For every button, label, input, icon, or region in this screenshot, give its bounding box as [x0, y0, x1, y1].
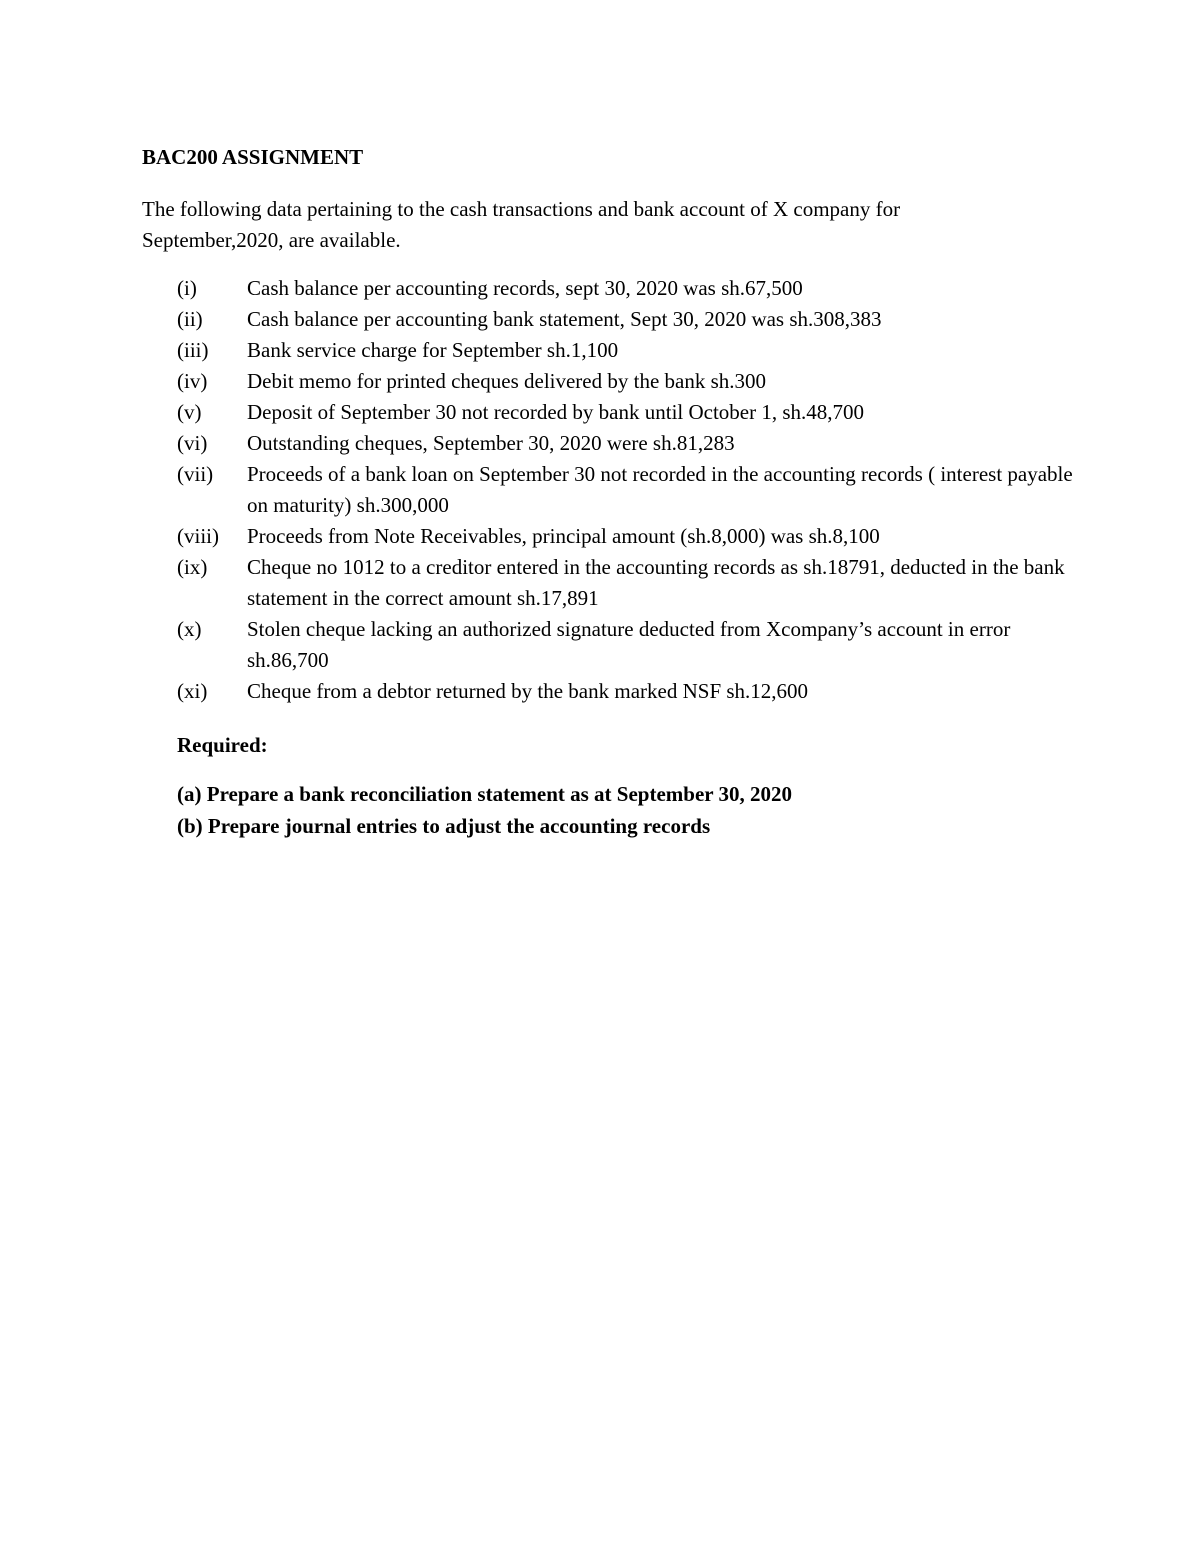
list-item: [177, 521, 1077, 552]
required-heading: Required:: [177, 733, 268, 757]
list-item: [177, 552, 1077, 614]
item-text: Bank service charge for September sh.1,100: [247, 338, 619, 362]
list-item: [177, 397, 1077, 428]
item-number: (x): [177, 617, 202, 641]
item-number: (v): [177, 400, 202, 424]
document-title: BAC200 ASSIGNMENT: [142, 145, 364, 169]
item-number: (iv): [177, 369, 208, 393]
item-text: Outstanding cheques, September 30, 2020 were sh.81,283: [247, 431, 735, 455]
item-number: (xi): [177, 679, 208, 703]
item-text: Proceeds from Note Receivables, principal amount (sh.8,000) was sh.8,100: [247, 524, 880, 548]
item-text: Cash balance per accounting records, sept 30, 2020 was sh.67,500: [247, 276, 803, 300]
data-items-list: [177, 273, 1077, 707]
list-item: [177, 459, 1077, 521]
task-item: (a) Prepare a bank reconciliation statement as at September 30, 2020: [177, 782, 792, 806]
list-item: [177, 366, 1077, 397]
task-list: [177, 778, 1077, 842]
item-text: Cheque no 1012 to a creditor entered in the accounting records as sh.18791, deducted in the bank statement in the correct amount sh.17,891: [247, 555, 1065, 610]
list-item: [177, 614, 1077, 676]
item-number: (ix): [177, 555, 208, 579]
item-number: (vi): [177, 431, 208, 455]
intro-paragraph: The following data pertaining to the cash transactions and bank account of X company for September,2020, are available.: [142, 197, 901, 252]
list-item: [177, 273, 1077, 304]
item-text: Proceeds of a bank loan on September 30 not recorded in the accounting records ( interest payable on maturity) sh.300,000: [247, 462, 1073, 517]
item-text: Deposit of September 30 not recorded by bank until October 1, sh.48,700: [247, 400, 865, 424]
item-number: (iii): [177, 338, 209, 362]
item-number: (viii): [177, 524, 219, 548]
item-number: (ii): [177, 307, 203, 331]
item-text: Stolen cheque lacking an authorized signature deducted from Xcompany’s account in error sh.86,700: [247, 617, 1011, 672]
list-item: [177, 428, 1077, 459]
task-item: (b) Prepare journal entries to adjust the accounting records: [177, 814, 711, 838]
list-item: [177, 304, 1077, 335]
item-text: Cash balance per accounting bank statement, Sept 30, 2020 was sh.308,383: [247, 307, 882, 331]
list-item: [177, 676, 1077, 707]
item-text: Cheque from a debtor returned by the bank marked NSF sh.12,600: [247, 679, 809, 703]
list-item: [177, 335, 1077, 366]
item-text: Debit memo for printed cheques delivered by the bank sh.300: [247, 369, 767, 393]
item-number: (i): [177, 276, 197, 300]
item-number: (vii): [177, 462, 214, 486]
